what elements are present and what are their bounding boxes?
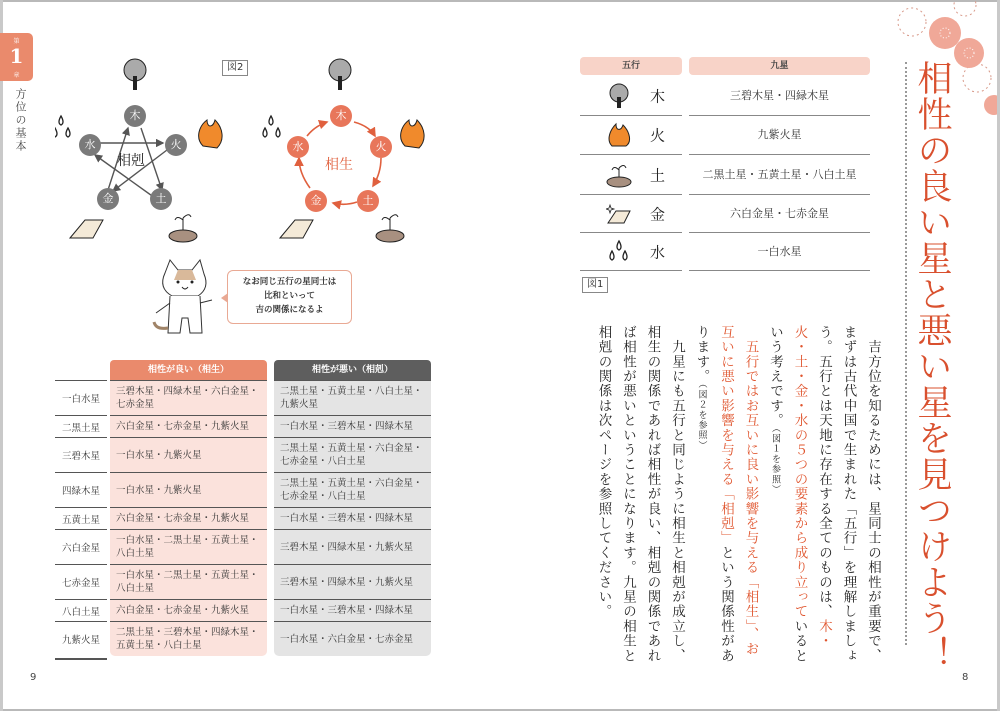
gold-bar-icon — [280, 220, 313, 238]
gold-bar-icon — [70, 220, 103, 238]
figure-1-label: 図1 — [582, 277, 608, 293]
good-stars: 一白水星・九紫火星 — [110, 472, 267, 507]
bad-stars: 一白水星・三碧木星・四緑木星 — [274, 599, 431, 621]
table-bottom-rule — [55, 658, 107, 660]
cat-speech-bubble — [227, 270, 352, 324]
fire-icon — [606, 122, 632, 148]
star-name: 八白土星 — [55, 599, 107, 621]
node-water: 水 — [287, 136, 309, 158]
star-name: 四緑木星 — [55, 472, 107, 507]
tree-icon — [606, 83, 632, 109]
sprout-soil-icon — [376, 215, 404, 242]
bad-stars: 一白水星・六白金星・七赤金星 — [274, 621, 431, 656]
good-stars: 一白水星・二黒土星・五黄土星・八白土星 — [110, 564, 267, 599]
chapter-title: 方位の基本 — [14, 88, 27, 153]
chapter-prefix: 第 — [13, 38, 20, 45]
water-drops-icon — [606, 239, 632, 265]
star-name: 六白金星 — [55, 529, 107, 564]
body-paragraph-2-end: という関係性があります。 — [693, 325, 734, 664]
table-row — [55, 599, 431, 621]
bad-stars: 一白水星・三碧木星・四緑木星 — [274, 415, 431, 437]
body-paragraph-1-end: いるという考えです。 — [767, 325, 808, 664]
figure-2-label: 図2 — [222, 60, 248, 76]
header-good-compat: 相性が良い（相生） — [110, 360, 267, 380]
element-char: 土 — [650, 166, 666, 184]
chapter-number: 1 — [9, 44, 24, 68]
star-name: 一白水星 — [55, 380, 107, 415]
tree-icon — [124, 59, 146, 90]
good-stars: 六白金星・七赤金星・九紫火星 — [110, 507, 267, 529]
good-stars: 六白金星・七赤金星・九紫火星 — [110, 599, 267, 621]
page-number-right: 8 — [962, 672, 969, 683]
tree-icon — [329, 59, 351, 90]
body-highlight-elements: 木・火・土・金・水の５つの要素から成り立って — [791, 325, 832, 649]
header-element: 五行 — [580, 57, 682, 75]
bubble-line-2: 比和といって — [263, 291, 315, 301]
chapter-suffix: 章 — [13, 72, 20, 79]
body-text — [575, 325, 885, 665]
sosho-label: 相生 — [325, 157, 353, 173]
element-stars: 一白水星 — [689, 233, 870, 271]
node-water: 水 — [79, 134, 101, 156]
element-char: 火 — [650, 126, 666, 145]
sosho-diagram — [255, 58, 435, 248]
bubble-line-3: 吉の関係になるよ — [255, 305, 324, 315]
node-earth: 土 — [357, 190, 379, 212]
node-metal: 金 — [97, 188, 119, 210]
table-row — [55, 564, 431, 599]
table-row — [55, 380, 431, 415]
body-note-fig2: （図２を参照） — [696, 383, 707, 451]
node-metal: 金 — [305, 190, 327, 212]
cat-illustration — [150, 258, 220, 343]
node-wood: 木 — [124, 105, 146, 127]
element-stars: 九紫火星 — [689, 116, 870, 155]
good-stars: 二黒土星・三碧木星・四緑木星・五黄土星・八白土星 — [110, 621, 267, 656]
star-name: 九紫火星 — [55, 621, 107, 656]
page-title: 相性の良い星と悪い星を見つけよう！ — [912, 60, 952, 672]
body-note-fig1: （図１を参照） — [770, 427, 780, 495]
bubble-line-1: なお同じ五行の星同士は — [242, 277, 337, 287]
bad-stars: 三碧木星・四緑木星・九紫火星 — [274, 564, 431, 599]
star-name: 三碧木星 — [55, 437, 107, 472]
gold-bar-icon — [606, 201, 632, 227]
element-stars: 六白金星・七赤金星 — [689, 195, 870, 233]
kokoku-diagram — [55, 58, 235, 248]
bad-stars: 二黒土星・五黄土星・六白金星・七赤金星・八白土星 — [274, 437, 431, 472]
node-wood: 木 — [330, 105, 352, 127]
bad-stars: 二黒土星・五黄土星・八白土星・九紫火星 — [274, 380, 431, 415]
table-row — [55, 415, 431, 437]
star-name: 七赤金星 — [55, 564, 107, 599]
element-stars: 三碧木星・四緑木星 — [689, 77, 870, 116]
table-row — [580, 155, 870, 195]
table-row — [580, 116, 870, 155]
table-row — [55, 507, 431, 529]
body-paragraph-1: 吉方位を知るためには、星同士の相性が重要で、まずは古代中国で生まれた「五行」を理解しましょう。五行とは天地に存在する全てのものは、 — [816, 325, 881, 664]
sprout-soil-icon — [606, 162, 632, 188]
body-highlight-relations: 五行ではお互いに良い影響を与える「相生」、お互いに悪い影響を与える「相剋」 — [718, 325, 759, 657]
good-stars: 一白水星・二黒土星・五黄土星・八白土星 — [110, 529, 267, 564]
bad-stars: 二黒土星・五黄土星・六白金星・七赤金星・八白土星 — [274, 472, 431, 507]
water-drops-icon — [263, 116, 280, 137]
node-earth: 土 — [150, 188, 172, 210]
table-row — [580, 233, 870, 271]
good-stars: 一白水星・九紫火星 — [110, 437, 267, 472]
table-row — [55, 621, 431, 656]
water-drops-icon — [55, 116, 70, 137]
element-char: 木 — [650, 87, 666, 106]
table-row — [55, 472, 431, 507]
table-row — [580, 195, 870, 233]
fire-icon — [199, 120, 222, 148]
element-char: 水 — [650, 243, 666, 261]
kokoku-label: 相剋 — [117, 153, 145, 169]
fire-icon — [401, 120, 424, 148]
bad-stars: 一白水星・三碧木星・四緑木星 — [274, 507, 431, 529]
table-row — [580, 77, 870, 116]
page-number-left: 9 — [30, 672, 37, 683]
header-bad-compat: 相性が悪い（相剋） — [274, 360, 431, 380]
sprout-soil-icon — [169, 215, 197, 242]
bad-stars: 三碧木星・四緑木星・九紫火星 — [274, 529, 431, 564]
table-row — [55, 529, 431, 564]
element-char: 金 — [650, 205, 666, 223]
sosho-arrows — [255, 58, 435, 248]
node-fire: 火 — [370, 136, 392, 158]
page-edge-left — [0, 0, 3, 711]
table-row — [55, 437, 431, 472]
body-paragraph-3: 九星にも五行と同じように相生と相剋が成立し、相生の関係であれば相性が良い、相剋の関係であれば相性が悪いということになります。九星の相生と相剋の関係は次ページを参照してください。 — [595, 325, 685, 664]
node-fire: 火 — [165, 134, 187, 156]
star-name: 五黄土星 — [55, 507, 107, 529]
good-stars: 六白金星・七赤金星・九紫火星 — [110, 415, 267, 437]
star-name: 二黒土星 — [55, 415, 107, 437]
element-stars: 二黒土星・五黄土星・八白土星 — [689, 155, 870, 195]
title-dotted-rule — [905, 62, 907, 645]
header-stars: 九星 — [689, 57, 870, 75]
good-stars: 三碧木星・四緑木星・六白金星・七赤金星 — [110, 380, 267, 415]
chapter-tab — [0, 33, 33, 81]
